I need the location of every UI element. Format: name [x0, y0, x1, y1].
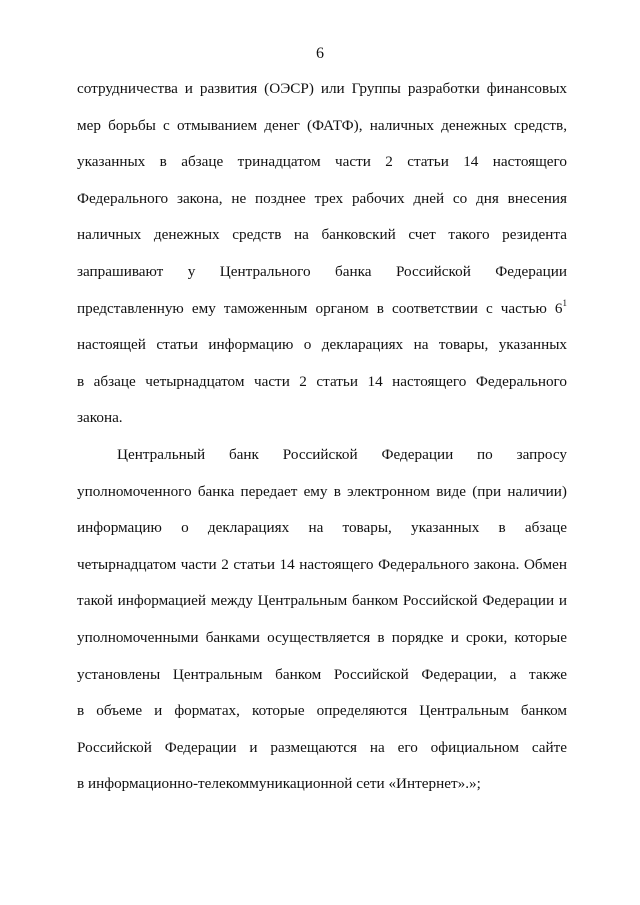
document-body: [77, 76, 567, 808]
text-line: уполномоченного банка передает ему в электронном виде (при наличии): [77, 482, 567, 500]
text-line-with-superscript: [77, 296, 567, 333]
text-line: указанных в абзаце тринадцатом части 2 статьи 14 настоящего: [77, 153, 567, 171]
text-line: установлены Центральным банком Российской Федерации, а также: [77, 665, 567, 683]
text-line: наличных денежных средств на банковский счет такого резидента: [77, 226, 567, 244]
paragraph-1: [77, 76, 567, 442]
page-number: 6: [316, 45, 324, 62]
text-line: информацию о декларациях на товары, указанных в абзаце: [77, 519, 567, 537]
text-line: Федерального закона, не позднее трех рабочих дней со дня внесения: [77, 189, 567, 207]
text-line: в информационно-телекоммуникационной сети «Интернет».»;: [77, 775, 481, 793]
text-line: сотрудничества и развития (ОЭСР) или Группы разработки финансовых: [77, 80, 567, 97]
text-line: закона.: [77, 409, 123, 427]
text-line: в абзаце четырнадцатом части 2 статьи 14 настоящего Федерального: [77, 372, 567, 390]
paragraph-2: [77, 442, 567, 808]
text-line: Центральный банк Российской Федерации по запросу: [117, 445, 567, 463]
text-line: такой информацией между Центральным банком Российской Федерации и: [77, 592, 567, 610]
text-line: четырнадцатом части 2 статьи 14 настоящего Федерального закона. Обмен: [77, 555, 567, 573]
text-line: запрашивают у Центрального банка Российской Федерации: [77, 262, 567, 280]
text-line: мер борьбы с отмыванием денег (ФАТФ), наличных денежных средств,: [77, 116, 567, 134]
text-line: в объеме и форматах, которые определяются Центральным банком: [77, 702, 567, 720]
superscript: 1: [562, 297, 567, 308]
text-line: настоящей статьи информацию о декларациях на товары, указанных: [77, 336, 567, 354]
text-segment: представленную ему таможенным органом в соответствии с частью 6: [77, 299, 563, 317]
text-line: Российской Федерации и размещаются на его официальном сайте: [77, 738, 567, 756]
text-line: уполномоченными банками осуществляется в порядке и сроки, которые: [77, 628, 567, 646]
